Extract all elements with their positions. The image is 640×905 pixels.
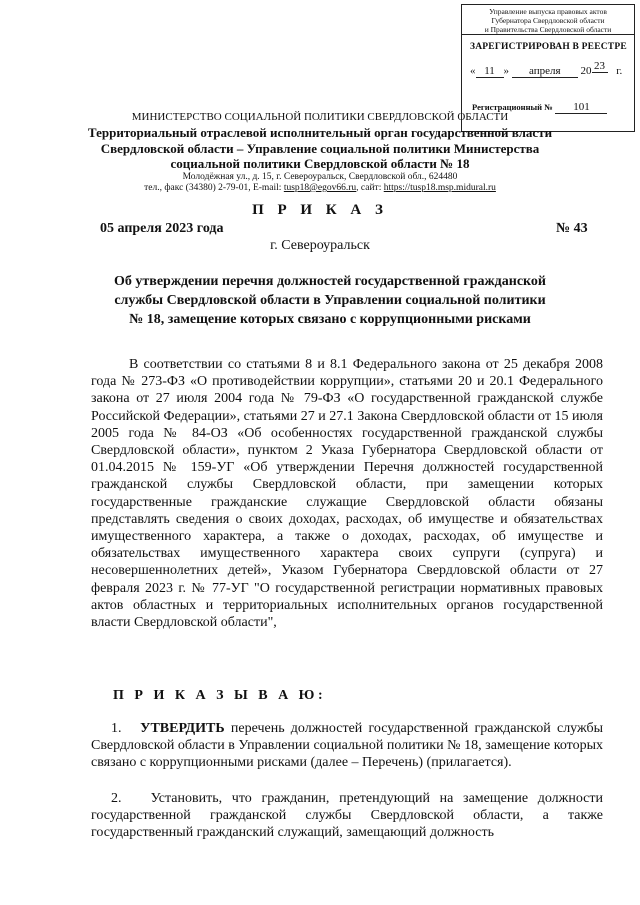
preamble-paragraph: В соответствии со статьями 8 и 8.1 Федерального закона от 25 декабря 2008 года № 273-ФЗ «О противодействии коррупции», статьями 20 и 20.1 Федерального закона от 27 июля 2004 года № 79-ФЗ «О государственной гражданской службе Российской Федерации», статьями 27 и 27.1 Закона Свердловской области от 15 июля 2005 года № 84-ОЗ «Об особенностях государственной гражданской службы Свердловской области», пунктом 2 Указа Губернатора Свердловской области от 01.04.2015 № 159-УГ «Об утверждении Перечня должностей государственной гражданской службы Свердловской области, при замещении которых государственные гражданские служащие Свердловской области обязаны представлять сведения о своих доходах, расходах, об имуществе и обязательствах имущественного характера, а также о доходах, расходах, об имуществе и обязательствах имущественного характера своих супруги (супруга) и несовершеннолетних детей», Указом Губернатора Свердловской области от 27 февраля 2023 г. № 77-УГ "О государственной регистрации нормативных правовых актов областных и территориальных исполнительных органов государственной власти Свердловской области", — [91, 357, 603, 631]
stamp-header — [462, 5, 634, 35]
contacts-line — [0, 183, 640, 194]
stamp-registered-label: ЗАРЕГИСТРИРОВАН В РЕЕСТРЕ — [470, 42, 627, 52]
stamp-year-suffix: 23 — [592, 60, 608, 73]
stamp-number-label: Регистрационный № — [472, 102, 553, 112]
stamp-header-line: Губернатора Свердловской области — [491, 16, 605, 25]
stamp-year-abbr: г. — [616, 65, 623, 77]
title-line: службы Свердловской области в Управлении социальной политики — [114, 293, 546, 308]
item-lead-word: УТВЕРДИТЬ — [140, 721, 225, 736]
item-text: перечень должностей государственной гражданской службы Свердловской области в Управлении социальной политики № 18, замещение которых связано с коррупционными рисками (далее – Перечень) (прилагается). — [91, 721, 604, 771]
site-label: , сайт: — [356, 183, 382, 193]
document-type: П Р И К А З — [252, 202, 388, 218]
organization-name — [0, 125, 640, 172]
document-title — [80, 272, 580, 329]
email-link[interactable]: tusp18@egov66.ru — [283, 183, 357, 193]
stamp-month: апреля — [512, 65, 578, 78]
item-text: Установить, что гражданин, претендующий на замещение должности государственной гражданской службы Свердловской области, а также государственный гражданский служащий, замещающий должность — [91, 791, 603, 841]
org-line: социальной политики Свердловской области № 18 — [170, 156, 470, 171]
item-number: 2. — [111, 791, 122, 806]
order-item-2 — [91, 790, 603, 842]
site-link[interactable]: https://tusp18.msp.midural.ru — [383, 183, 496, 193]
document-city: г. Североуральск — [270, 238, 370, 253]
org-line: Территориальный отраслевой исполнительный орган государственной власти — [87, 125, 553, 140]
contacts-prefix: тел., факс (34380) 2-79-01, E-mail: — [144, 183, 282, 193]
stamp-quote-open: « — [470, 65, 476, 77]
document-date: 05 апреля 2023 года — [100, 221, 224, 236]
stamp-number: 101 — [555, 101, 607, 114]
stamp-day: 11 — [476, 65, 504, 78]
stamp-date — [470, 60, 632, 78]
stamp-header-line: Управление выпуска правовых актов — [489, 7, 607, 16]
stamp-header-line: и Правительства Свердловской области — [484, 25, 612, 34]
document-number: № 43 — [556, 221, 588, 236]
order-item-1 — [91, 720, 603, 772]
order-heading: П Р И К А З Ы В А Ю: — [113, 688, 327, 703]
address: Молодёжная ул., д. 15, г. Североуральск, Свердловской обл., 624480 — [182, 172, 458, 182]
ministry-name: МИНИСТЕРСТВО СОЦИАЛЬНОЙ ПОЛИТИКИ СВЕРДЛОВСКОЙ ОБЛАСТИ — [131, 111, 509, 123]
letterhead-contacts — [0, 172, 640, 194]
title-line: Об утверждении перечня должностей государственной гражданской — [114, 274, 546, 289]
org-line: Свердловской области – Управление социальной политики Министерства — [100, 140, 540, 156]
title-line: № 18, замещение которых связано с коррупционными рисками — [129, 312, 531, 327]
stamp-year-prefix: 20 — [580, 65, 592, 77]
item-number: 1. — [111, 721, 122, 736]
stamp-quote-close: » — [503, 65, 509, 77]
